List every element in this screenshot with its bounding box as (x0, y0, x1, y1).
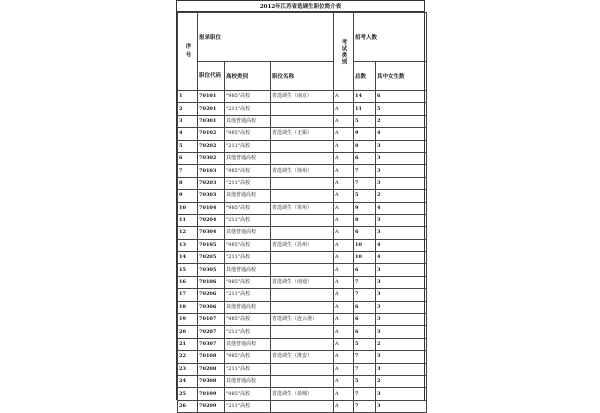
cell-female: 3 (376, 140, 427, 152)
cell-school: "211"高校 (225, 252, 271, 264)
cell-seq: 17 (178, 289, 198, 301)
cell-exam: A (334, 351, 354, 363)
cell-school: "211"高校 (225, 326, 271, 338)
cell-total: 10 (354, 239, 376, 251)
table-row (178, 177, 427, 189)
cell-seq: 14 (178, 252, 198, 264)
cell-female: 2 (376, 190, 427, 202)
cell-seq: 15 (178, 264, 198, 276)
cell-code: 70301 (198, 115, 225, 127)
table-row (178, 115, 427, 127)
cell-code: 70208 (198, 363, 225, 375)
cell-total: 5 (354, 115, 376, 127)
cell-code: 70202 (198, 140, 225, 152)
cell-exam: A (334, 91, 354, 103)
cell-female: 5 (376, 103, 427, 115)
cell-exam: A (334, 276, 354, 288)
cell-name (271, 103, 334, 115)
cell-exam: A (334, 252, 354, 264)
cell-school: "985"高校 (225, 239, 271, 251)
cell-school: "985"高校 (225, 128, 271, 140)
cell-exam: A (334, 400, 354, 412)
table-row (178, 252, 427, 264)
cell-exam: A (334, 103, 354, 115)
cell-code: 70102 (198, 128, 225, 140)
cell-code: 70207 (198, 326, 225, 338)
cell-name: 省选调生（连云港） (271, 314, 334, 326)
positions-table (177, 12, 427, 413)
cell-seq: 5 (178, 140, 198, 152)
cell-exam: A (334, 202, 354, 214)
cell-code: 70307 (198, 338, 225, 350)
cell-total: 5 (354, 190, 376, 202)
table-row (178, 140, 427, 152)
cell-school: 其他普通高校 (225, 301, 271, 313)
cell-name: 省选调生（常州） (271, 202, 334, 214)
cell-total: 7 (354, 351, 376, 363)
cell-total: 6 (354, 326, 376, 338)
cell-seq: 6 (178, 152, 198, 164)
cell-total: 7 (354, 276, 376, 288)
cell-female: 4 (376, 202, 427, 214)
cell-seq: 9 (178, 190, 198, 202)
cell-seq: 20 (178, 326, 198, 338)
cell-code: 70105 (198, 239, 225, 251)
cell-school: 其他普通高校 (225, 338, 271, 350)
cell-name (271, 177, 334, 189)
cell-code: 70101 (198, 91, 225, 103)
cell-name (271, 214, 334, 226)
cell-exam: A (334, 314, 354, 326)
cell-name (271, 115, 334, 127)
cell-exam: A (334, 301, 354, 313)
cell-female: 3 (376, 214, 427, 226)
cell-seq: 4 (178, 128, 198, 140)
cell-code: 70203 (198, 177, 225, 189)
cell-school: "211"高校 (225, 214, 271, 226)
cell-name (271, 252, 334, 264)
cell-school: "211"高校 (225, 363, 271, 375)
cell-name: 省选调生（苏州） (271, 239, 334, 251)
table-row (178, 363, 427, 375)
cell-name (271, 326, 334, 338)
cell-school: 其他普通高校 (225, 375, 271, 387)
cell-code: 70209 (198, 400, 225, 412)
cell-code: 70305 (198, 264, 225, 276)
cell-code: 70302 (198, 152, 225, 164)
cell-school: 其他普通高校 (225, 152, 271, 164)
cell-total: 5 (354, 375, 376, 387)
cell-code: 70308 (198, 375, 225, 387)
cell-name (271, 400, 334, 412)
cell-name (271, 338, 334, 350)
cell-female: 3 (376, 351, 427, 363)
cell-seq: 10 (178, 202, 198, 214)
cell-name (271, 227, 334, 239)
cell-seq: 1 (178, 91, 198, 103)
cell-code: 70201 (198, 103, 225, 115)
cell-seq: 12 (178, 227, 198, 239)
cell-female: 3 (376, 177, 427, 189)
cell-seq: 22 (178, 351, 198, 363)
cell-seq: 18 (178, 301, 198, 313)
cell-school: "985"高校 (225, 202, 271, 214)
cell-total: 7 (354, 400, 376, 412)
cell-total: 6 (354, 264, 376, 276)
table-row (178, 375, 427, 387)
cell-total: 8 (354, 214, 376, 226)
cell-total: 8 (354, 140, 376, 152)
cell-female: 2 (376, 375, 427, 387)
cell-exam: A (334, 239, 354, 251)
cell-name (271, 264, 334, 276)
cell-seq: 21 (178, 338, 198, 350)
cell-seq: 7 (178, 165, 198, 177)
cell-code: 70106 (198, 276, 225, 288)
cell-exam: A (334, 375, 354, 387)
cell-seq: 8 (178, 177, 198, 189)
table-row (178, 152, 427, 164)
cell-seq: 11 (178, 214, 198, 226)
table-row (178, 314, 427, 326)
cell-female: 2 (376, 115, 427, 127)
cell-seq: 2 (178, 103, 198, 115)
cell-total: 7 (354, 177, 376, 189)
cell-seq: 19 (178, 314, 198, 326)
table-row (178, 276, 427, 288)
cell-name (271, 140, 334, 152)
cell-name (271, 375, 334, 387)
header-recruit-group: 招考人数 (354, 13, 427, 62)
cell-female: 3 (376, 388, 427, 400)
cell-total: 7 (354, 289, 376, 301)
table-row (178, 264, 427, 276)
cell-code: 70306 (198, 301, 225, 313)
cell-code: 70104 (198, 202, 225, 214)
cell-total: 6 (354, 227, 376, 239)
cell-school: "985"高校 (225, 91, 271, 103)
cell-female: 3 (376, 165, 427, 177)
cell-school: "985"高校 (225, 276, 271, 288)
table-row (178, 91, 427, 103)
cell-code: 70109 (198, 388, 225, 400)
cell-total: 6 (354, 314, 376, 326)
cell-seq: 24 (178, 375, 198, 387)
cell-exam: A (334, 190, 354, 202)
table-row (178, 103, 427, 115)
table-row (178, 165, 427, 177)
cell-exam: A (334, 264, 354, 276)
cell-female: 3 (376, 289, 427, 301)
cell-female: 3 (376, 400, 427, 412)
header-school-type: 高校类别 (225, 62, 271, 91)
cell-name (271, 363, 334, 375)
cell-female: 2 (376, 338, 427, 350)
cell-exam: A (334, 388, 354, 400)
cell-exam: A (334, 363, 354, 375)
header-seq: 序号 (178, 13, 198, 91)
cell-total: 5 (354, 338, 376, 350)
table-row (178, 388, 427, 400)
cell-school: "985"高校 (225, 314, 271, 326)
cell-exam: A (334, 338, 354, 350)
cell-seq: 3 (178, 115, 198, 127)
cell-total: 6 (354, 152, 376, 164)
cell-name (271, 301, 334, 313)
table-row (178, 128, 427, 140)
cell-exam: A (334, 115, 354, 127)
cell-exam: A (334, 289, 354, 301)
cell-female: 3 (376, 363, 427, 375)
cell-seq: 23 (178, 363, 198, 375)
table-row (178, 190, 427, 202)
cell-name: 省选调生（南通） (271, 276, 334, 288)
table-row (178, 326, 427, 338)
document-page (176, 0, 425, 409)
cell-female: 3 (376, 264, 427, 276)
table-row (178, 400, 427, 412)
cell-school: 其他普通高校 (225, 227, 271, 239)
cell-female: 3 (376, 301, 427, 313)
cell-name: 省选调生（南京） (271, 91, 334, 103)
cell-female: 3 (376, 276, 427, 288)
cell-name: 省选调生（盐城） (271, 388, 334, 400)
cell-name: 省选调生（淮安） (271, 351, 334, 363)
cell-school: "211"高校 (225, 177, 271, 189)
cell-total: 11 (354, 103, 376, 115)
cell-seq: 26 (178, 400, 198, 412)
cell-total: 7 (354, 165, 376, 177)
cell-seq: 13 (178, 239, 198, 251)
table-row (178, 301, 427, 313)
cell-school: 其他普通高校 (225, 190, 271, 202)
table-row (178, 289, 427, 301)
cell-total: 7 (354, 388, 376, 400)
cell-school: "985"高校 (225, 165, 271, 177)
table-title: 2012年江苏省选调生职位简介表 (177, 0, 424, 12)
cell-exam: A (334, 214, 354, 226)
cell-code: 70108 (198, 351, 225, 363)
cell-total: 6 (354, 301, 376, 313)
table-row (178, 227, 427, 239)
header-position-group: 报录职位 (198, 13, 334, 62)
cell-school: "985"高校 (225, 388, 271, 400)
cell-school: "211"高校 (225, 103, 271, 115)
table-row (178, 338, 427, 350)
cell-code: 70206 (198, 289, 225, 301)
cell-total: 10 (354, 252, 376, 264)
cell-seq: 16 (178, 276, 198, 288)
table-row (178, 214, 427, 226)
cell-name (271, 190, 334, 202)
cell-female: 3 (376, 227, 427, 239)
cell-code: 70204 (198, 214, 225, 226)
cell-school: "985"高校 (225, 351, 271, 363)
cell-code: 70107 (198, 314, 225, 326)
cell-name: 省选调生（徐州） (271, 165, 334, 177)
cell-school: 其他普通高校 (225, 115, 271, 127)
table-row (178, 351, 427, 363)
cell-code: 70103 (198, 165, 225, 177)
cell-female: 4 (376, 128, 427, 140)
cell-exam: A (334, 128, 354, 140)
header-exam-type: 考试类别 (334, 13, 354, 91)
cell-exam: A (334, 227, 354, 239)
cell-total: 14 (354, 91, 376, 103)
table-row (178, 202, 427, 214)
cell-school: "211"高校 (225, 289, 271, 301)
cell-school: "211"高校 (225, 140, 271, 152)
header-total: 总数 (354, 62, 376, 91)
cell-total: 7 (354, 363, 376, 375)
table-row (178, 239, 427, 251)
cell-name (271, 289, 334, 301)
cell-code: 70304 (198, 227, 225, 239)
cell-female: 3 (376, 314, 427, 326)
cell-seq: 25 (178, 388, 198, 400)
cell-code: 70303 (198, 190, 225, 202)
cell-exam: A (334, 177, 354, 189)
cell-female: 6 (376, 91, 427, 103)
cell-exam: A (334, 140, 354, 152)
header-female: 其中女生数 (376, 62, 427, 91)
cell-exam: A (334, 165, 354, 177)
cell-name (271, 152, 334, 164)
cell-exam: A (334, 152, 354, 164)
cell-female: 3 (376, 326, 427, 338)
cell-name: 省选调生（无锡） (271, 128, 334, 140)
cell-school: 其他普通高校 (225, 264, 271, 276)
cell-total: 9 (354, 202, 376, 214)
cell-female: 3 (376, 152, 427, 164)
cell-female: 4 (376, 252, 427, 264)
cell-total: 9 (354, 128, 376, 140)
header-position-code: 职位代码 (198, 62, 225, 91)
cell-school: "211"高校 (225, 400, 271, 412)
cell-code: 70205 (198, 252, 225, 264)
cell-exam: A (334, 326, 354, 338)
header-position-name: 职位名称 (271, 62, 334, 91)
cell-female: 4 (376, 239, 427, 251)
